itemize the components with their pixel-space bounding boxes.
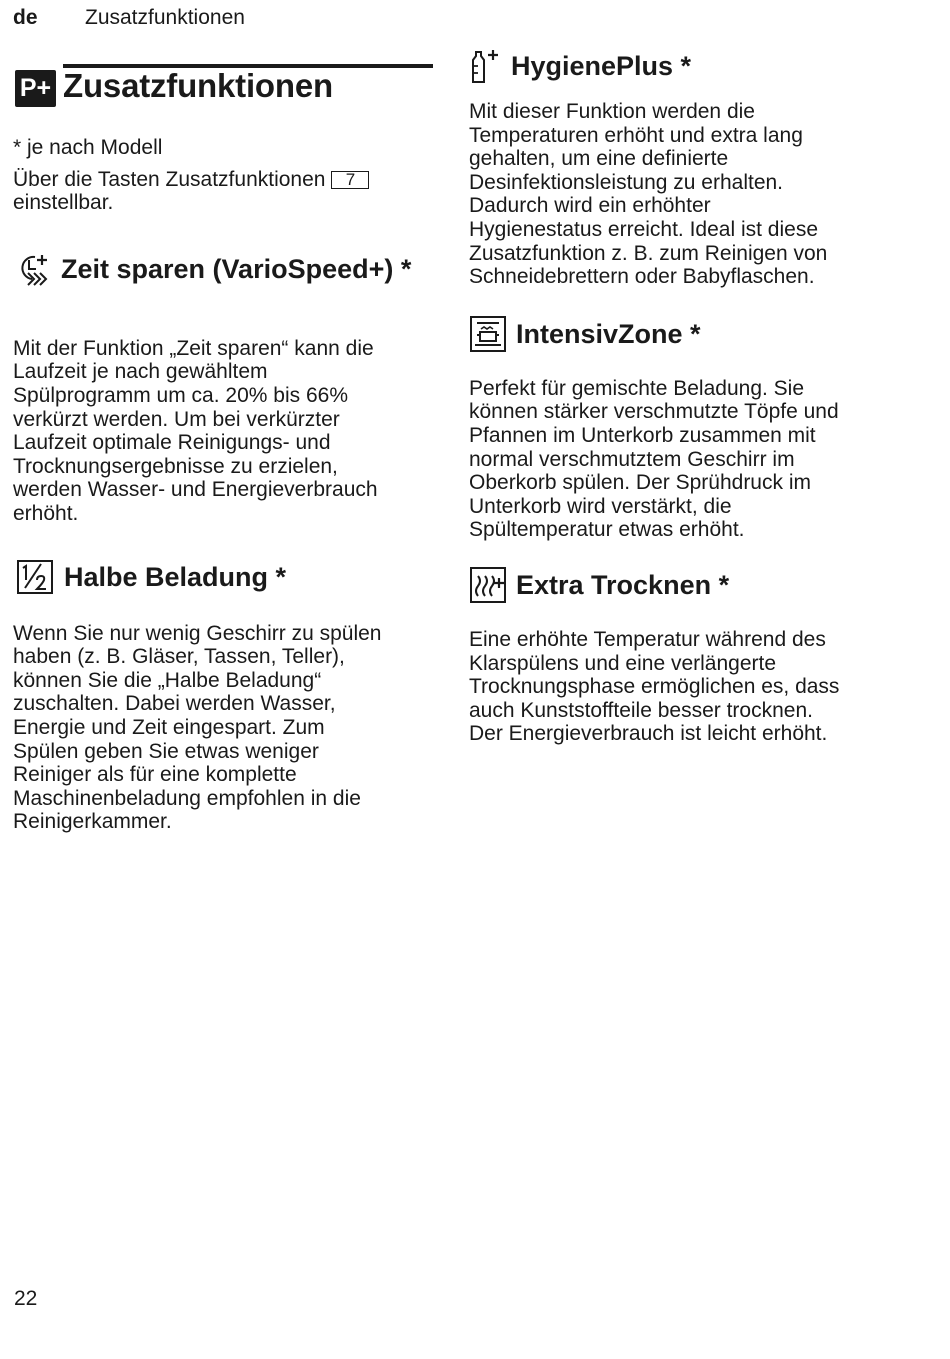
body-line: Mit dieser Funktion werden die <box>469 100 755 123</box>
half-load-icon <box>13 558 55 598</box>
clock-speed-icon <box>13 251 53 289</box>
body-line: Maschinenbeladung empfohlen in die <box>13 786 361 810</box>
body-line: Temperaturen erhöht und extra lang <box>469 123 803 147</box>
section-title: HygienePlus * <box>511 50 692 81</box>
body-line: Perfekt für gemischte Beladung. Sie <box>469 376 805 400</box>
p-plus-icon: P+ <box>15 70 56 107</box>
body-line: normal verschmutztem Geschirr im <box>469 447 795 471</box>
page-number: 22 <box>14 1287 38 1310</box>
body-line: Schneidebrettern oder Babyflaschen. <box>469 265 815 289</box>
section-heading-variospeed <box>13 251 433 289</box>
intro-text <box>13 168 433 192</box>
body-line: Reiniger als für eine komplette <box>13 763 297 787</box>
section-body-half-load <box>13 622 433 834</box>
body-line: Klarspülens und eine verlängerte <box>469 651 777 675</box>
section-title: Zeit sparen (VarioSpeed+) * <box>61 254 412 285</box>
section-heading-half-load <box>13 558 433 598</box>
body-line: Unterkorb wird verstärkt, die <box>469 494 732 518</box>
body-line: Trocknungsergebnisse zu erzielen, <box>13 454 338 478</box>
section-body-extra-dry <box>469 628 909 746</box>
body-line: Eine erhöhte Temperatur während des <box>469 627 826 651</box>
main-heading <box>13 60 433 110</box>
body-line: auch Kunststoffteile besser trocknen. <box>469 698 813 722</box>
body-line: erhöht. <box>13 501 79 525</box>
intensive-zone-icon <box>469 315 509 355</box>
section-body-intensivzone <box>469 377 909 542</box>
section-title: IntensivZone * <box>516 319 701 350</box>
body-line: können stärker verschmutzte Töpfe und <box>469 400 839 424</box>
body-line: Pfannen im Unterkorb zusammen mit <box>469 423 816 447</box>
body-line: Desinfektionsleistung zu erhalten. <box>469 170 784 194</box>
body-line: Spülen geben Sie etwas weniger <box>13 739 319 763</box>
body-line: Hygienestatus erreicht. Ideal ist diese <box>469 217 819 241</box>
left-column <box>13 60 433 834</box>
section-heading-extra-dry <box>469 566 909 606</box>
intro-line: Über die Tasten Zusatzfunktionen <box>13 167 326 191</box>
body-line: zuschalten. Dabei werden Wasser, <box>13 692 336 716</box>
body-line: haben (z. B. Gläser, Tassen, Teller), <box>13 645 345 669</box>
section-heading-hygieneplus <box>469 46 909 86</box>
footnote: * je nach Modell <box>13 136 163 159</box>
body-line: Reinigerkammer. <box>13 810 172 834</box>
extra-dry-icon <box>469 566 509 606</box>
section-heading-intensivzone <box>469 315 909 355</box>
section-body-variospeed <box>13 337 433 526</box>
body-line: Laufzeit je nach gewähltem <box>13 360 268 384</box>
body-line: Oberkorb spülen. Der Sprühdruck im <box>469 471 811 495</box>
section-title: Extra Trocknen * <box>516 570 730 601</box>
body-line: werden Wasser- und Energieverbrauch <box>13 478 378 502</box>
running-header: Zusatzfunktionen <box>85 6 245 29</box>
body-line: können Sie die „Halbe Beladung“ <box>13 668 322 692</box>
section-title: Halbe Beladung * <box>64 562 287 593</box>
body-line: Wenn Sie nur wenig Geschirr zu spülen <box>13 621 382 645</box>
body-line: gehalten, um eine definierte <box>469 147 729 171</box>
section-body-hygieneplus <box>469 100 909 289</box>
body-line: Mit der Funktion „Zeit sparen“ kann die <box>13 336 374 360</box>
body-line: Dadurch wird ein erhöhter <box>469 194 711 218</box>
language-code: de <box>13 6 38 29</box>
intro-end: einstellbar. <box>13 191 114 215</box>
body-line: Spültemperatur etwas erhöht. <box>469 518 745 542</box>
bottle-plus-icon <box>469 46 505 86</box>
body-line: Zusatzfunktion z. B. zum Reinigen von <box>469 241 828 265</box>
body-line: Der Energieverbrauch ist leicht erhöht. <box>469 722 828 746</box>
key-reference-box: 7 <box>331 171 369 189</box>
body-line: Laufzeit optimale Reinigungs- und <box>13 431 331 455</box>
body-line: Energie und Zeit eingespart. Zum <box>13 715 325 739</box>
right-column <box>469 46 909 746</box>
body-line: Trocknungsphase ermöglichen es, dass <box>469 675 840 699</box>
body-line: Spülprogramm um ca. 20% bis 66% <box>13 383 348 407</box>
body-line: verkürzt werden. Um bei verkürzter <box>13 407 340 431</box>
page-title: Zusatzfunktionen <box>63 67 333 104</box>
